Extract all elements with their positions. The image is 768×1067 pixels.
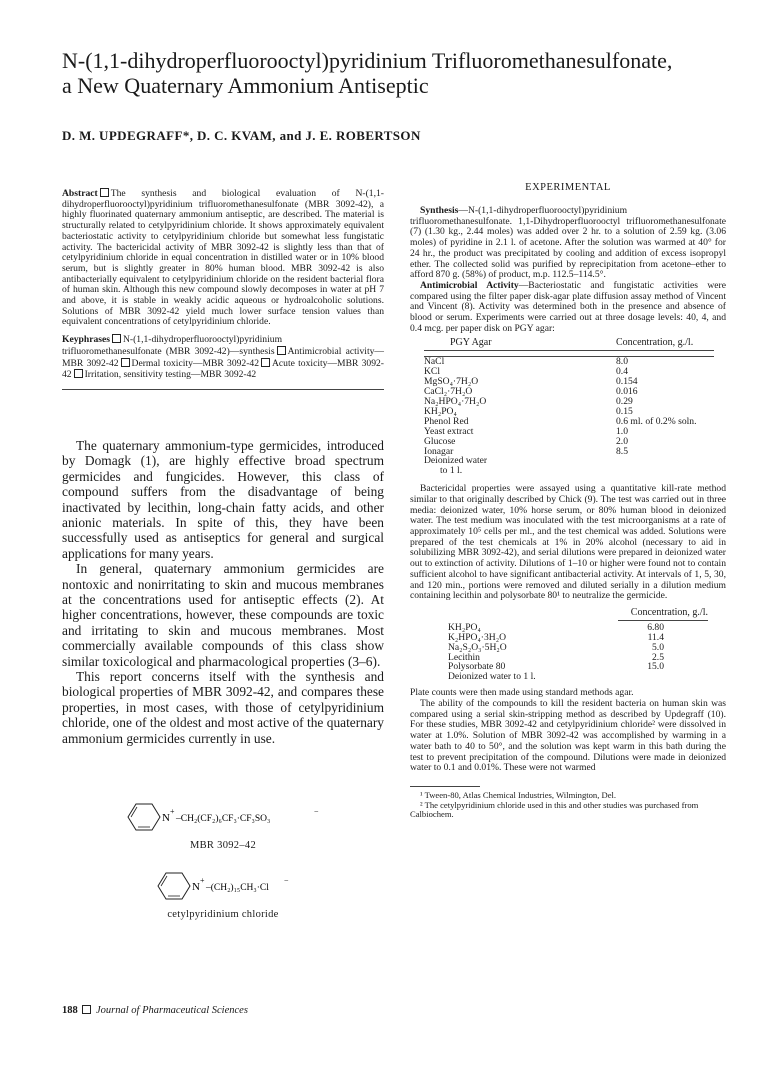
abstract-text: The synthesis and biological evaluation of N-(1,1-dihydroperfluorooctyl)pyridinium trifluoromethanesulfonate (MBR 3092-42), a highly fluorinated quaternary ammonium antiseptic, are described. The material is structurally related to cetylpyridinium chloride. It shows approximately equivalent bacteriostatic activity to cetylpyridinium chloride but somewhat less fungistatic activity. The bactericidal activity of MBR 3092-42 is slightly less than that of cetylpyridinium chloride in equal concentration in distilled water or in 10% blood serum, but is slightly greater in 80% human blood. MBR 3092-42 is also antibacterially equivalent to cetylpyridinium chloride on the resident bacterial flora of human skin. Although this new compound slowly decomposes in water at pH 7 and above, it is stable in weakly acidic aqueous or hydroalcoholic solutions. Solutions of MBR 3092-42 yield much lower surface tension values than equivalent concentrations of cetylpyridinium chloride. xyxy=(62,188,384,328)
table-row: Phenol Red 0.6 ml. of 0.2% soln. xyxy=(424,415,697,427)
table-row: CaCl₂·7H₂O 0.016 xyxy=(424,386,638,398)
abstract-rule xyxy=(62,389,384,390)
article-title xyxy=(62,48,722,98)
right-column xyxy=(410,182,726,820)
bactericidal-paragraph: Bactericidal properties were assayed using a quantitative kill-rate method similar to that originally described by Chick (9). The test was carried out in three media: deionized water, 10% horse serum, or 80% human blood in deionized water. The test medium was inoculated with the test microorganisms at a rate of approximately 10⁵ cells per ml., and the test chemical was added. Solutions were prepared of the test chemicals at 1% in 20% alcohol (necessary to aid in solubilizing MBR 3092-42), and serial dilutions were prepared in deionized water out to extinction of activity. Dilutions of 1–10 or higher were found not to contain sufficient alcohol to have significant antibacterial activity. At intervals of 1, 5, 30, and 120 min., portions were removed and diluted serially in a dilution medium containing lecithin and polysorbate 80¹ to neutralize the germicide. xyxy=(410,483,726,602)
table-row: Deionized water xyxy=(424,455,488,467)
keyphrases-lead: Keyphrases xyxy=(62,334,110,346)
table-row: Na₂HPO₄·7H₂O 0.29 xyxy=(424,395,633,407)
box-separator-icon xyxy=(74,369,83,378)
author-list: D. M. UPDEGRAFF*, D. C. KVAM, and J. E. ROBERTSON xyxy=(62,128,421,143)
footnote: ² The cetylpyridinium chloride used in this and other studies was purchased from Calbiochem. xyxy=(410,799,699,820)
svg-text:+: + xyxy=(200,876,205,886)
antimicrobial-text: —Bacteriostatic and fungistatic activities were compared using the filter paper disk-agar plate diffusion assay method of Vincent and Vincent (8). Activity was determined both in the presence and absence of blood or serum. Experiments were carried out at three dosage levels: 40, 4, and 0.4 mcg. per paper disk on PGY agar: xyxy=(410,279,726,334)
svg-text:−: − xyxy=(314,807,319,817)
keyphrase-item: Antimicrobial activity—MBR 3092-42 xyxy=(62,345,384,369)
table-row: to 1 l. xyxy=(440,465,463,477)
table-row: Na₂S₂O₃·5H₂O 5.0 xyxy=(448,641,664,653)
title-line-2: a New Quaternary Ammonium Antiseptic xyxy=(62,73,429,98)
structure-name: MBR 3092–42 xyxy=(189,840,257,852)
page-number: 188 xyxy=(62,1005,78,1016)
left-column xyxy=(62,188,384,938)
keyphrase-item: Dermal toxicity—MBR 3092-42 xyxy=(131,357,259,369)
svg-text:N: N xyxy=(162,812,170,825)
table-header: Concentration, g./l. xyxy=(612,338,714,350)
structure-mbr xyxy=(62,800,384,851)
table-row: KCl 0.4 xyxy=(424,366,628,378)
synthesis-text: —N-(1,1-dihydroperfluorooctyl)pyridinium trifluoromethanesulfonate. 1,1-Dihydroperfluorooctyl trifluoromethanesulfonate (7) (1.30 kg., 2.44 moles) was added over 2 hr. to a solution of 2.59 kg. (3.06 moles) of pyridine in 2.1 l. of acetone. After the solution was warmed at 40° for 24 hr., the product was precipitated by cooling and addition of excess isopropyl ether. The collected solid was purified by reprecipitation from acetone–ether to afford 870 g. (58%) of product, m.p. 112.5–114.5°. xyxy=(410,205,726,281)
table-row: MgSO₄·7H₂O 0.154 xyxy=(424,376,638,388)
abstract xyxy=(62,188,384,328)
keyphrase-item: N-(1,1-dihydroperfluorooctyl)pyridinium trifluoromethanesulfonate (MBR 3092-42)—synthesis xyxy=(62,334,283,357)
keyphrase-item: Irritation, sensitivity testing—MBR 3092-42 xyxy=(84,369,257,381)
box-separator-icon xyxy=(121,358,130,367)
footnote-rule xyxy=(410,786,480,787)
cetylpyridinium-structure-diagram xyxy=(148,869,298,903)
table-row: KH₂PO₄ 0.15 xyxy=(424,405,633,417)
abstract-lead: Abstract xyxy=(62,188,98,199)
table-row: Lecithin 2.5 xyxy=(448,651,664,663)
box-separator-icon xyxy=(277,346,286,355)
keyphrase-item: Acute toxicity—MBR 3092-42 xyxy=(62,357,384,381)
svg-text:−: − xyxy=(284,876,289,886)
table-row: KH₂PO₄ 6.80 xyxy=(448,621,664,633)
table-row: Glucose 2.0 xyxy=(424,435,628,447)
plate-count-paragraph: Plate counts were then made using standard methods agar. xyxy=(410,687,634,699)
table-header: PGY Agar xyxy=(424,338,612,350)
skin-stripping-paragraph: The ability of the compounds to kill the resident bacteria on human skin was compared using a serial skin-stripping method as described by Updegraff (10). For these studies, MBR 3092-42 and cetylpyridinium chloride² were dissolved in water at 1.0%. Solution of MBR 3092-42 was accomplished by warming in a water bath to 40 to 50°, and the solution was kept warm in this bath during the test to prevent precipitation of the compound. Dilutions were made in deionized water to 0.1 and 0.01%. These were not warmed xyxy=(410,698,726,774)
chemical-structures xyxy=(62,800,384,920)
table-header: Concentration, g./l. xyxy=(630,606,708,618)
intro-paragraph: In general, quaternary ammonium germicides are nontoxic and nonirritating to skin and mucous membranes at the concentrations used for antiseptic effects (2). At higher concentrations, however, these compounds are toxic and irritating to skin and mucous membranes. Most commercially available compounds of this class show similar toxicological and pharmacological properties (3–6). xyxy=(62,561,384,669)
title-line-1: N-(1,1-dihydroperfluorooctyl)pyridinium Trifluoromethanesulfonate, xyxy=(62,48,673,73)
table-row: Ionagar 8.5 xyxy=(424,445,628,457)
table-row: Polysorbate 80 15.0 xyxy=(448,661,664,673)
pgy-agar-table xyxy=(424,338,714,476)
runin-heading: Antimicrobial Activity xyxy=(420,279,519,291)
structure-cetylpyridinium xyxy=(62,869,384,920)
svg-text:N: N xyxy=(192,881,200,894)
section-heading-experimental: EXPERIMENTAL xyxy=(525,182,611,193)
journal-name: Journal of Pharmaceutical Sciences xyxy=(96,1005,248,1016)
page-footer xyxy=(62,1005,248,1016)
box-separator-icon xyxy=(82,1005,91,1014)
keyphrases xyxy=(62,334,384,381)
mbr-structure-diagram xyxy=(118,800,328,834)
svg-text:–CH₂(CF₂)₆CF₃·CF₃SO₃: –CH₂(CF₂)₆CF₃·CF₃SO₃ xyxy=(176,814,271,825)
table-row: Deionized water to 1 l. xyxy=(448,671,536,683)
intro-paragraph: The quaternary ammonium-type germicides, introduced by Domagk (1), are highly effective broad spectrum germicides and fungicides. However, this class of compound suffers from the disadvantage of being inactivated by lecithin, long-chain fatty acids, and other anionic materials. In spite of this, they have been successfully used as antiseptics for general and surgical applications for many years. xyxy=(62,437,384,561)
antimicrobial-paragraph xyxy=(410,281,726,335)
svg-text:–(CH₂)₁₅CH₃·Cl: –(CH₂)₁₅CH₃·Cl xyxy=(206,883,269,894)
structure-name: cetylpyridinium chloride xyxy=(167,909,279,921)
table-row: NaCl 8.0 xyxy=(424,356,628,368)
runin-heading: Synthesis xyxy=(420,205,459,216)
svg-text:+: + xyxy=(170,807,175,817)
table-row: K₂HPO₄·3H₂O 11.4 xyxy=(448,631,664,643)
dilution-medium-table xyxy=(448,608,708,682)
box-separator-icon xyxy=(100,188,109,197)
intro-paragraph: This report concerns itself with the synthesis and biological properties of MBR 3092-42, and compares these properties, in most cases, with those of cetylpyridinium chloride, one of the oldest and most active of the quaternary ammonium germicides currently in use. xyxy=(62,669,384,746)
table-row: Yeast extract 1.0 xyxy=(424,425,628,437)
box-separator-icon xyxy=(112,334,121,343)
synthesis-paragraph xyxy=(410,206,726,281)
footnote: ¹ Tween-80, Atlas Chemical Industries, Wilmington, Del. xyxy=(420,789,617,800)
box-separator-icon xyxy=(261,358,270,367)
